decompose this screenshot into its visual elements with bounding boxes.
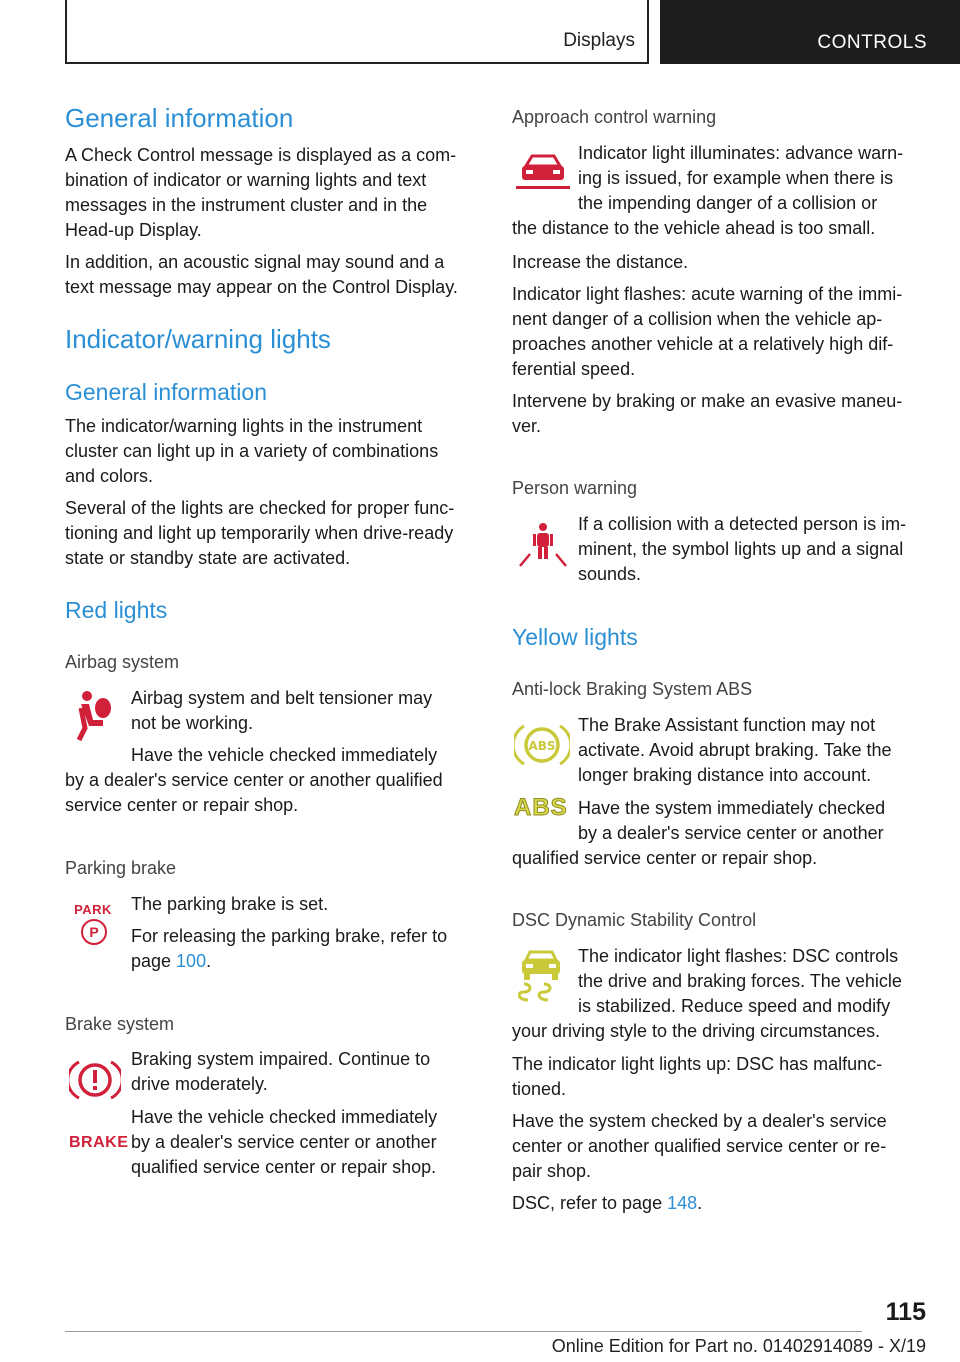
indicator-paragraph-2: Several of the lights are checked for proper func- tioning and light up temporarily when drive-ready state or standby state are activated. [65, 498, 455, 568]
brake-paragraph-1: Braking system impaired. Continue to drive moderately. [131, 1049, 431, 1094]
abs-paragraph-1: The Brake Assistant function may not activate. Avoid abrupt braking. Take the longer braking distance into account. [578, 715, 892, 785]
approach-paragraph-1a: Indicator light illuminates: advance warn- ing is issued, for example when there is the impending danger of a collision or [578, 143, 904, 213]
general-info-heading: General information [65, 103, 294, 133]
parking-paragraph-2: For releasing the parking brake, refer to page 100. [131, 926, 448, 971]
dsc-heading: DSC Dynamic Stability Control [512, 910, 757, 930]
page-link-148[interactable]: 148 [667, 1193, 698, 1213]
general-info-paragraph-2: In addition, an acoustic signal may sound and a text message may appear on the Control Display. [65, 252, 458, 297]
approach-paragraph-2: Increase the distance. [512, 252, 689, 272]
abs-text-label: ABS [514, 794, 568, 821]
dsc-paragraph-1b: your driving style to the driving circumstances. [512, 1021, 881, 1041]
brake-paragraph-2: Have the vehicle checked immediately by a dealer's service center or another qualified service center or repair shop. [131, 1107, 438, 1177]
chapter-title: CONTROLS [817, 32, 927, 53]
indicator-paragraph-1: The indicator/warning lights in the instrument cluster can light up in a variety of combinations and colors. [65, 416, 439, 486]
general-info-paragraph-1: A Check Control message is displayed as a com- bination of indicator or warning lights and text messages in the instrument cluster and in the Head-up Display. [65, 145, 457, 240]
abs-circle-text: ABS [528, 739, 556, 753]
dsc-paragraph-2: The indicator light lights up: DSC has malfunc- tioned. [512, 1054, 883, 1099]
airbag-paragraph-1: Airbag system and belt tensioner may not be working. [131, 688, 433, 733]
brake-system-heading: Brake system [65, 1014, 175, 1034]
abs-paragraph-2b: qualified service center or repair shop. [512, 848, 818, 868]
abs-paragraph-2a: Have the system immediately checked by a dealer's service center or another [578, 798, 886, 843]
person-paragraph-1: If a collision with a detected person is im- minent, the symbol lights up and a signal sounds. [578, 514, 907, 584]
section-header [65, 0, 649, 64]
page-link-100[interactable]: 100 [176, 951, 207, 971]
yellow-lights-heading: Yellow lights [512, 624, 638, 650]
footer-divider [65, 1331, 862, 1332]
park-p-circle: P [81, 919, 107, 945]
edition-footer: Online Edition for Part no. 01402914089 - X/19 [551, 1336, 926, 1356]
airbag-paragraph-2a: Have the vehicle checked immediately [131, 745, 438, 765]
approach-paragraph-3: Indicator light flashes: acute warning of the immi- nent danger of a collision when the vehicle ap- proaches another vehicle at a relatively high dif- ferential speed. [512, 284, 903, 379]
parking-brake-heading: Parking brake [65, 858, 177, 878]
indicator-lights-heading: Indicator/warning lights [65, 324, 331, 354]
dsc-paragraph-4: DSC, refer to page 148. [512, 1193, 703, 1213]
section-title: Displays [563, 30, 635, 51]
brake-label: BRAKE [69, 1134, 129, 1151]
dsc-paragraph-3: Have the system checked by a dealer's service center or another qualified service center or re- pair shop. [512, 1111, 887, 1181]
airbag-paragraph-2b: by a dealer's service center or another qualified service center or repair shop. [65, 770, 443, 815]
page-number: 115 [885, 1298, 926, 1326]
approach-paragraph-4: Intervene by braking or make an evasive maneu- ver. [512, 391, 903, 436]
airbag-heading: Airbag system [65, 652, 180, 672]
person-warning-heading: Person warning [512, 478, 638, 498]
abs-heading: Anti-lock Braking System ABS [512, 679, 753, 699]
parking-paragraph-1: The parking brake is set. [131, 894, 329, 914]
approach-warning-heading: Approach control warning [512, 107, 717, 127]
dsc-paragraph-1a: The indicator light flashes: DSC controls the drive and braking forces. The vehicle is stabilized. Reduce speed and modify [578, 946, 902, 1016]
approach-paragraph-1b: the distance to the vehicle ahead is too small. [512, 218, 876, 238]
general-info-subheading: General information [65, 379, 267, 405]
red-lights-heading: Red lights [65, 597, 168, 623]
park-label: PARK [74, 902, 112, 917]
chapter-header [660, 0, 960, 64]
